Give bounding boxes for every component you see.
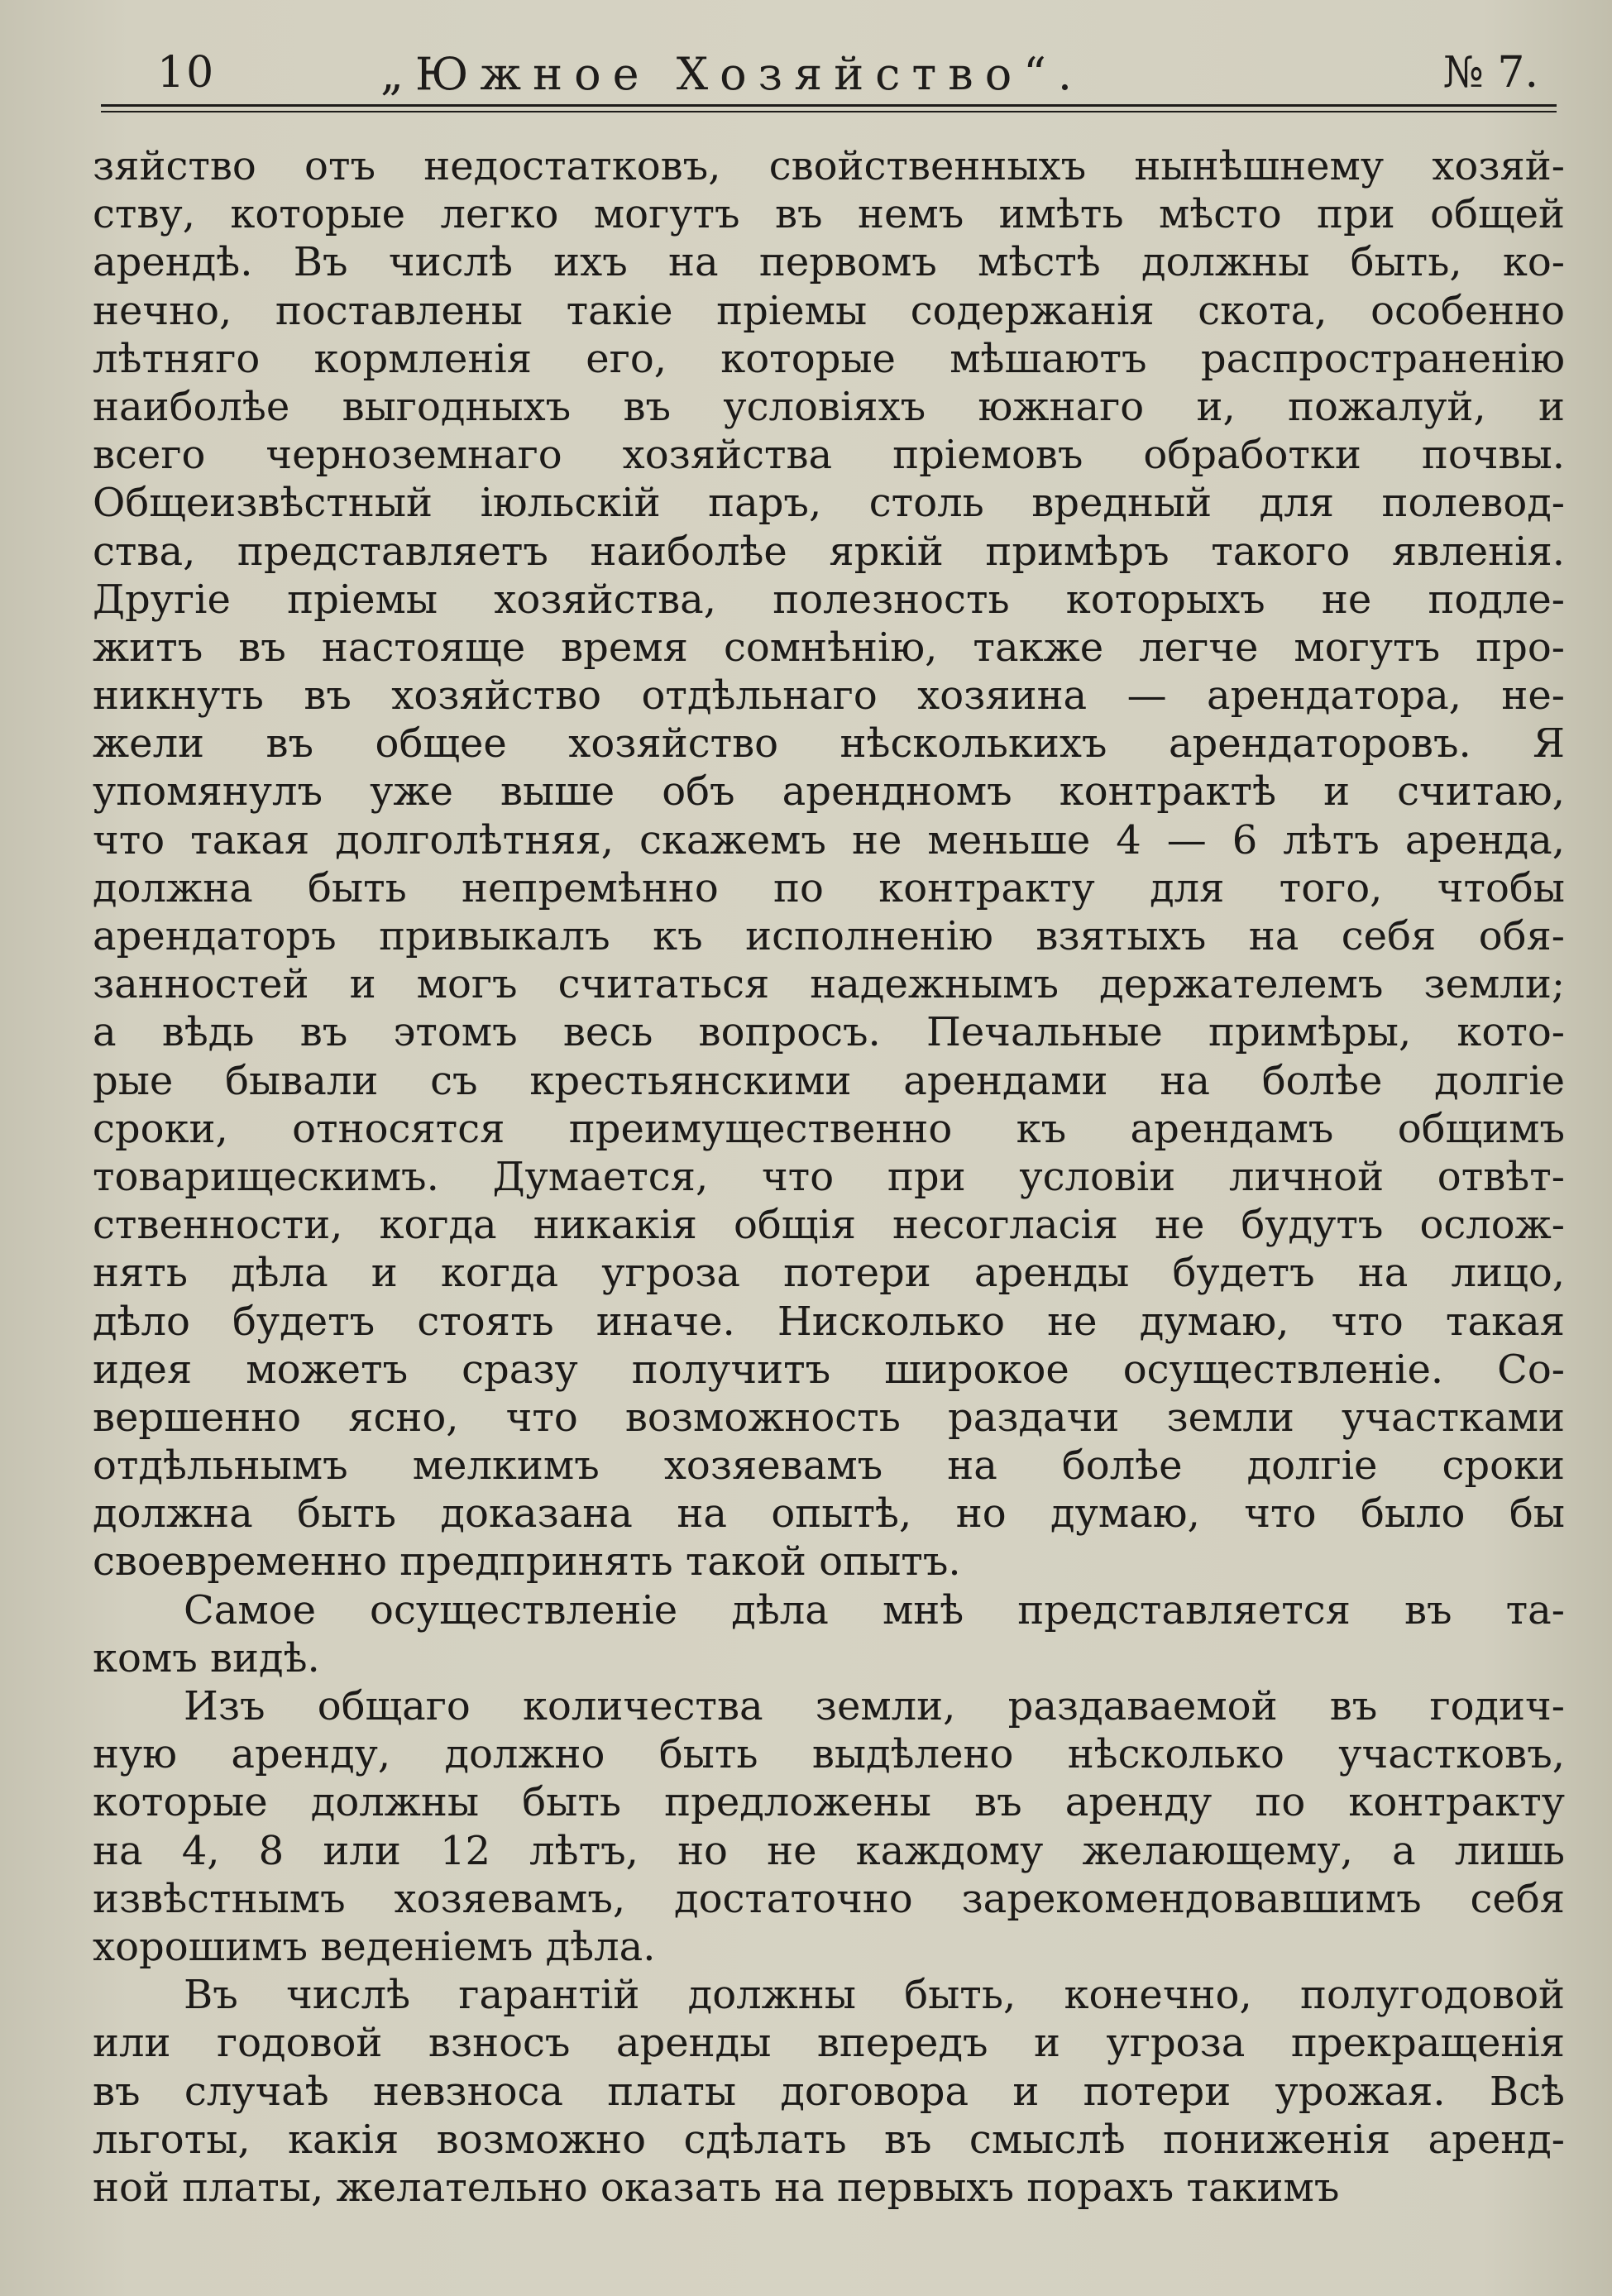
page-number: 10 bbox=[157, 48, 216, 98]
text-line: идея можетъ сразу получитъ широкое осуществленіе. Со- bbox=[93, 1346, 1565, 1393]
text-line: товарищескимъ. Думается, что при условіи личной отвѣт- bbox=[93, 1153, 1565, 1200]
text-line: нять дѣла и когда угроза потери аренды будетъ на лицо, bbox=[93, 1250, 1565, 1297]
text-line: арендѣ. Въ числѣ ихъ на первомъ мѣстѣ должны быть, ко- bbox=[93, 239, 1565, 286]
text-line: вершенно ясно, что возможность раздачи земли участками bbox=[93, 1394, 1565, 1441]
text-line: зяйство отъ недостатковъ, свойственныхъ нынѣшнему хозяй- bbox=[93, 143, 1565, 189]
text-line: должна быть доказана на опытѣ, но думаю, что было бы bbox=[93, 1490, 1565, 1538]
text-line: упомянулъ уже выше объ арендномъ контрактѣ и считаю, bbox=[93, 768, 1565, 816]
text-line: ства, представляетъ наиболѣе яркій примѣръ такого явленія. bbox=[93, 528, 1565, 575]
text-line: житъ въ настояще время сомнѣнію, также легче могутъ про- bbox=[93, 624, 1565, 671]
text-line: жели въ общее хозяйство нѣсколькихъ арендаторовъ. Я bbox=[93, 720, 1565, 768]
paragraph bbox=[93, 142, 1565, 1586]
text-line: арендаторъ привыкалъ къ исполненію взятыхъ на себя обя- bbox=[93, 913, 1565, 959]
text-line: которые должны быть предложены въ аренду по контракту bbox=[93, 1779, 1565, 1826]
text-line: своевременно предпринять такой опытъ. bbox=[93, 1538, 961, 1586]
text-line: лѣтняго кормленія его, которые мѣшаютъ распространенію bbox=[93, 335, 1565, 382]
text-line: хорошимъ веденіемъ дѣла. bbox=[93, 1923, 656, 1970]
text-line: должна быть непремѣнно по контракту для того, чтобы bbox=[93, 864, 1565, 911]
paragraph bbox=[93, 1971, 1565, 2212]
text-line: извѣстнымъ хозяевамъ, достаточно зарекомендовавшимъ себя bbox=[93, 1875, 1565, 1922]
text-line: или годовой взносъ аренды впередъ и угроза прекращенія bbox=[93, 2020, 1565, 2067]
header-rule-thin bbox=[101, 111, 1557, 112]
text-line: льготы, какія возможно сдѣлать въ смыслѣ пониженія аренд- bbox=[93, 2116, 1565, 2163]
text-line: Въ числѣ гарантій должны быть, конечно, полугодовой bbox=[184, 1972, 1565, 2019]
text-line: ству, которые легко могутъ въ немъ имѣть мѣсто при общей bbox=[93, 191, 1565, 238]
issue-number: № 7. bbox=[1442, 48, 1538, 98]
text-line: сроки, относятся преимущественно къ арендамъ общимъ bbox=[93, 1105, 1565, 1152]
text-line: всего черноземнаго хозяйства пріемовъ обработки почвы. bbox=[93, 432, 1565, 479]
journal-title: „Южное Хозяйство“. bbox=[380, 48, 1083, 100]
paragraph bbox=[93, 1586, 1565, 1682]
text-line: Самое осуществленіе дѣла мнѣ представляется въ та- bbox=[184, 1586, 1565, 1634]
text-line: на 4, 8 или 12 лѣтъ, но не каждому желающему, а лишь bbox=[93, 1827, 1565, 1874]
text-line: а вѣдь въ этомъ весь вопросъ. Печальные примѣры, кото- bbox=[93, 1009, 1565, 1056]
text-line: Другіе пріемы хозяйства, полезность которыхъ не подле- bbox=[93, 576, 1565, 623]
text-line: ной платы, желательно оказать на первыхъ порахъ такимъ bbox=[93, 2164, 1340, 2211]
running-header bbox=[99, 48, 1538, 108]
paragraph bbox=[93, 1682, 1565, 1971]
text-line: въ случаѣ невзноса платы договора и потери урожая. Всѣ bbox=[93, 2068, 1565, 2115]
text-line: дѣло будетъ стоять иначе. Нисколько не думаю, что такая bbox=[93, 1298, 1565, 1345]
text-line: нечно, поставлены такіе пріемы содержанія скота, особенно bbox=[93, 287, 1565, 334]
text-line: никнуть въ хозяйство отдѣльнаго хозяина — арендатора, не- bbox=[93, 672, 1565, 720]
article-body bbox=[93, 142, 1565, 2212]
text-line: занностей и могъ считаться надежнымъ держателемъ земли; bbox=[93, 961, 1565, 1008]
header-rule-thick bbox=[101, 104, 1557, 107]
text-line: рые бывали съ крестьянскими арендами на болѣе долгіе bbox=[93, 1057, 1565, 1104]
text-line: ственности, когда никакія общія несогласія не будутъ ослож- bbox=[93, 1202, 1565, 1249]
text-line: Изъ общаго количества земли, раздаваемой въ годич- bbox=[184, 1683, 1565, 1729]
text-line: отдѣльнымъ мелкимъ хозяевамъ на болѣе долгіе сроки bbox=[93, 1442, 1565, 1490]
text-line: Общеизвѣстный іюльскій паръ, столь вредный для полевод- bbox=[93, 480, 1565, 527]
text-line: комъ видѣ. bbox=[93, 1634, 320, 1681]
text-line: ную аренду, должно быть выдѣлено нѣсколько участковъ, bbox=[93, 1731, 1565, 1778]
text-line: наиболѣе выгодныхъ въ условіяхъ южнаго и, пожалуй, и bbox=[93, 383, 1565, 430]
text-line: что такая долголѣтняя, скажемъ не меньше 4 — 6 лѣтъ аренда, bbox=[93, 816, 1565, 863]
